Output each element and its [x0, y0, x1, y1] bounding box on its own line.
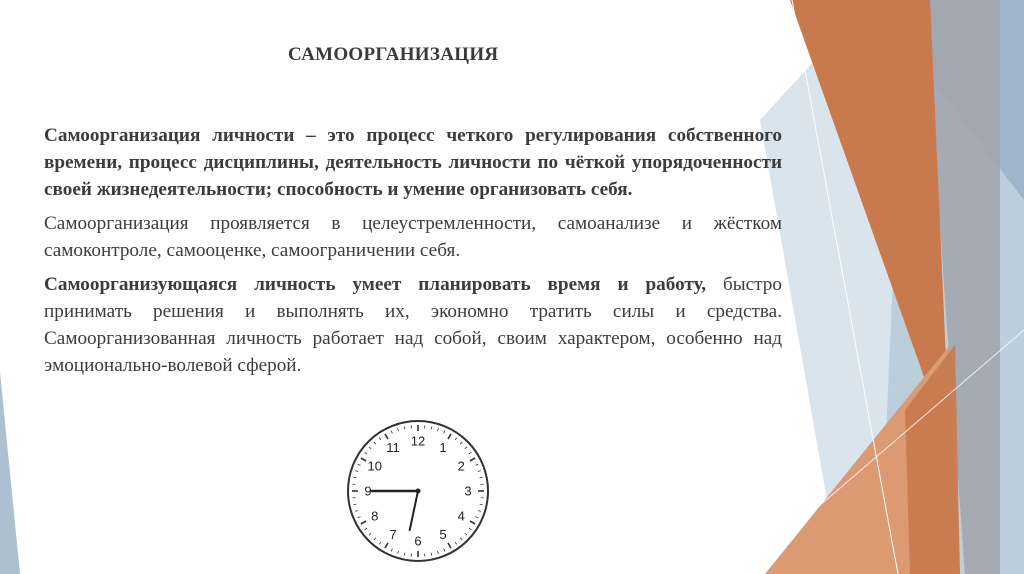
clock-numeral: 1: [439, 440, 447, 456]
clock-center: [416, 489, 421, 494]
clock-numeral: 12: [410, 433, 426, 449]
paragraph-abilities: [44, 271, 782, 379]
paragraph-definition-text: Самоорганизация личности – это процесс четкого регулирования собственного времени, процесс дисциплины, деятельность личности по чёткой упорядоченности своей жизнедеятельности; способность и умение организовать себя.: [44, 125, 782, 200]
paragraph-abilities-bold: Самоорганизующаяся личность умеет планировать время и работу,: [44, 274, 707, 295]
clock-icon: [345, 418, 491, 564]
clock-numeral: 9: [364, 483, 372, 499]
slide-title: САМООРГАНИЗАЦИЯ: [288, 44, 499, 65]
clock-numeral: 2: [457, 458, 465, 474]
slide-content: [44, 122, 782, 386]
clock-numeral: 5: [439, 526, 447, 542]
clock-numeral: 8: [371, 508, 379, 524]
paragraph-abilities-rest: быстро принимать решения и выполнять их, экономно тратить силы и средства. Самоорганизованная личность работает над собой, своим характером, особенно над эмоционально-волевой сферой.: [44, 274, 782, 376]
clock-numeral: 10: [367, 458, 382, 474]
clock-numeral: 4: [457, 508, 465, 524]
clock-numeral: 6: [414, 533, 422, 549]
clock-numeral: 3: [464, 483, 472, 499]
paragraph-definition: [44, 122, 782, 203]
paragraph-manifestation: Самоорганизация проявляется в целеустремленности, самоанализе и жёстком самоконтроле, самооценке, самоограничении себя.: [44, 213, 782, 261]
clock-numeral: 7: [389, 526, 397, 542]
clock-numeral: 11: [386, 440, 400, 456]
left-blue-accent: [0, 372, 20, 574]
